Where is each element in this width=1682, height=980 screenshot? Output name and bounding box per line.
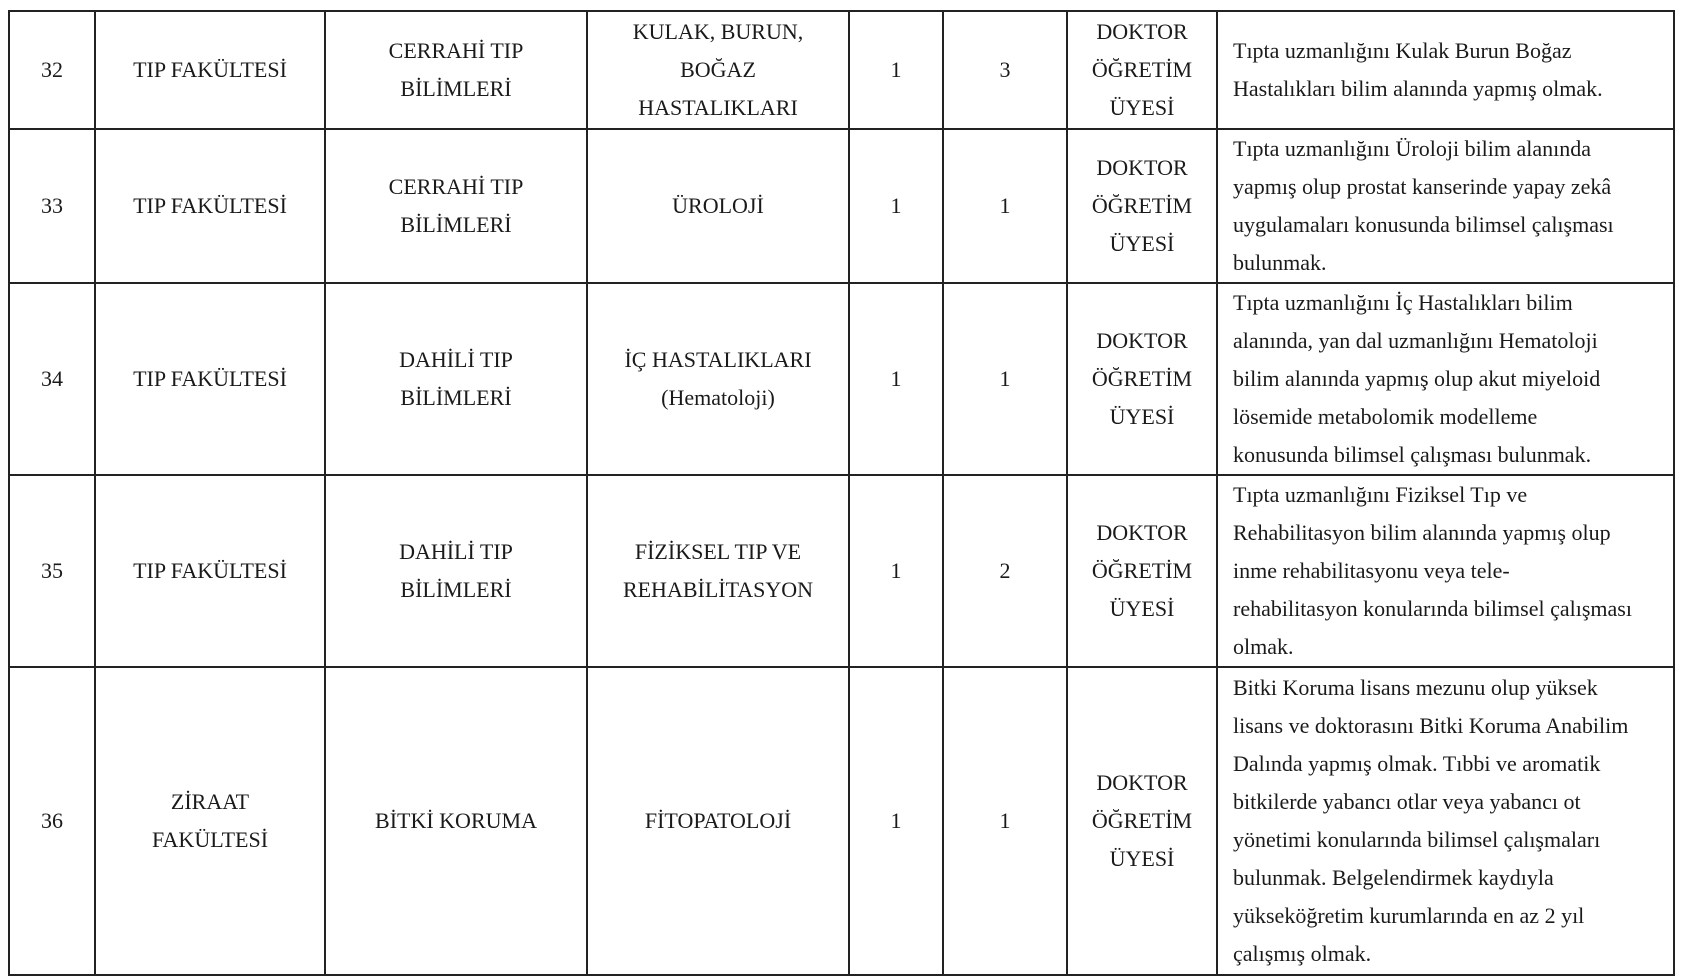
department-name: DAHİLİ TIP BİLİMLERİ	[399, 347, 513, 410]
count-cell	[849, 667, 943, 975]
position-degree: 1	[999, 193, 1011, 218]
count-cell	[849, 475, 943, 667]
count-cell	[849, 129, 943, 283]
position-count: 1	[890, 57, 902, 82]
title-cell	[1067, 667, 1217, 975]
description-cell	[1217, 667, 1674, 975]
row-number-cell	[9, 129, 95, 283]
degree-cell	[943, 129, 1067, 283]
field-cell	[587, 11, 849, 129]
position-count: 1	[890, 808, 902, 833]
position-degree: 1	[999, 366, 1011, 391]
degree-cell	[943, 283, 1067, 475]
row-number: 33	[41, 193, 63, 218]
faculty-cell	[95, 283, 325, 475]
position-degree: 3	[999, 57, 1011, 82]
table-body	[9, 11, 1674, 975]
title-cell	[1067, 11, 1217, 129]
field-cell	[587, 667, 849, 975]
department-cell	[325, 283, 587, 475]
department-name: BİTKİ KORUMA	[375, 808, 537, 833]
department-cell	[325, 129, 587, 283]
table-row	[9, 667, 1674, 975]
position-title: DOKTOR ÖĞRETİM ÜYESİ	[1091, 19, 1193, 120]
faculty-name: TIP FAKÜLTESİ	[133, 193, 287, 218]
position-count: 1	[890, 558, 902, 583]
field-name: ÜROLOJİ	[672, 193, 764, 218]
row-number-cell	[9, 11, 95, 129]
position-description: Bitki Koruma lisans mezunu olup yüksek lisans ve doktorasını Bitki Koruma Anabilim Dalında yapmış olmak. Tıbbi ve aromatik bitkilerde yabancı otlar veya yabancı ot yönetimi konularında bilimsel çalışmaları bulunmak. Belgelendirmek kaydıyla yükseköğretim kurumlarında en az 2 yıl çalışmış olmak.	[1233, 675, 1629, 966]
positions-table	[8, 10, 1675, 976]
faculty-cell	[95, 667, 325, 975]
position-description: Tıpta uzmanlığını Üroloji bilim alanında yapmış olup prostat kanserinde yapay zekâ uygulamaları konusunda bilimsel çalışması bulunmak.	[1233, 136, 1614, 275]
field-cell	[587, 129, 849, 283]
field-subname: (Hematoloji)	[661, 385, 775, 410]
field-name: FİZİKSEL TIP VE REHABİLİTASYON	[622, 539, 814, 602]
position-degree: 2	[999, 558, 1011, 583]
field-name: FİTOPATOLOJİ	[644, 808, 792, 833]
row-number: 34	[41, 366, 63, 391]
position-description: Tıpta uzmanlığını İç Hastalıkları bilim alanında, yan dal uzmanlığını Hematoloji bilim alanında yapmış olup akut miyeloid lösemide metabolomik modelleme konusunda bilimsel çalışması bulunmak.	[1233, 290, 1601, 467]
description-cell	[1217, 283, 1674, 475]
faculty-cell	[95, 129, 325, 283]
department-cell	[325, 11, 587, 129]
department-cell	[325, 667, 587, 975]
row-number: 35	[41, 558, 63, 583]
position-count: 1	[890, 193, 902, 218]
faculty-name: TIP FAKÜLTESİ	[133, 57, 287, 82]
faculty-name: ZİRAAT FAKÜLTESİ	[151, 789, 269, 852]
count-cell	[849, 11, 943, 129]
row-number-cell	[9, 283, 95, 475]
department-cell	[325, 475, 587, 667]
position-title: DOKTOR ÖĞRETİM ÜYESİ	[1091, 520, 1193, 621]
position-count: 1	[890, 366, 902, 391]
row-number-cell	[9, 475, 95, 667]
faculty-name: TIP FAKÜLTESİ	[133, 558, 287, 583]
table-row	[9, 11, 1674, 129]
position-degree: 1	[999, 808, 1011, 833]
degree-cell	[943, 11, 1067, 129]
position-description: Tıpta uzmanlığını Fiziksel Tıp ve Rehabilitasyon bilim alanında yapmış olup inme rehabilitasyonu veya tele- rehabilitasyon konularında bilimsel çalışması olmak.	[1233, 482, 1632, 659]
title-cell	[1067, 283, 1217, 475]
title-cell	[1067, 475, 1217, 667]
position-title: DOKTOR ÖĞRETİM ÜYESİ	[1091, 328, 1193, 429]
title-cell	[1067, 129, 1217, 283]
position-title: DOKTOR ÖĞRETİM ÜYESİ	[1091, 155, 1193, 256]
position-description: Tıpta uzmanlığını Kulak Burun Boğaz Hastalıkları bilim alanında yapmış olmak.	[1233, 38, 1603, 101]
table-row	[9, 129, 1674, 283]
position-title: DOKTOR ÖĞRETİM ÜYESİ	[1091, 770, 1193, 871]
table-row	[9, 283, 1674, 475]
department-name: CERRAHİ TIP BİLİMLERİ	[388, 38, 524, 101]
count-cell	[849, 283, 943, 475]
field-cell	[587, 283, 849, 475]
field-cell	[587, 475, 849, 667]
description-cell	[1217, 129, 1674, 283]
faculty-name: TIP FAKÜLTESİ	[133, 366, 287, 391]
department-name: DAHİLİ TIP BİLİMLERİ	[399, 539, 513, 602]
department-name: CERRAHİ TIP BİLİMLERİ	[388, 174, 524, 237]
degree-cell	[943, 475, 1067, 667]
faculty-cell	[95, 475, 325, 667]
faculty-cell	[95, 11, 325, 129]
field-name: KULAK, BURUN, BOĞAZ HASTALIKLARI	[632, 19, 804, 120]
row-number: 36	[41, 808, 63, 833]
description-cell	[1217, 11, 1674, 129]
description-cell	[1217, 475, 1674, 667]
row-number-cell	[9, 667, 95, 975]
table-row	[9, 475, 1674, 667]
field-name: İÇ HASTALIKLARI	[624, 347, 812, 372]
row-number: 32	[41, 57, 63, 82]
degree-cell	[943, 667, 1067, 975]
